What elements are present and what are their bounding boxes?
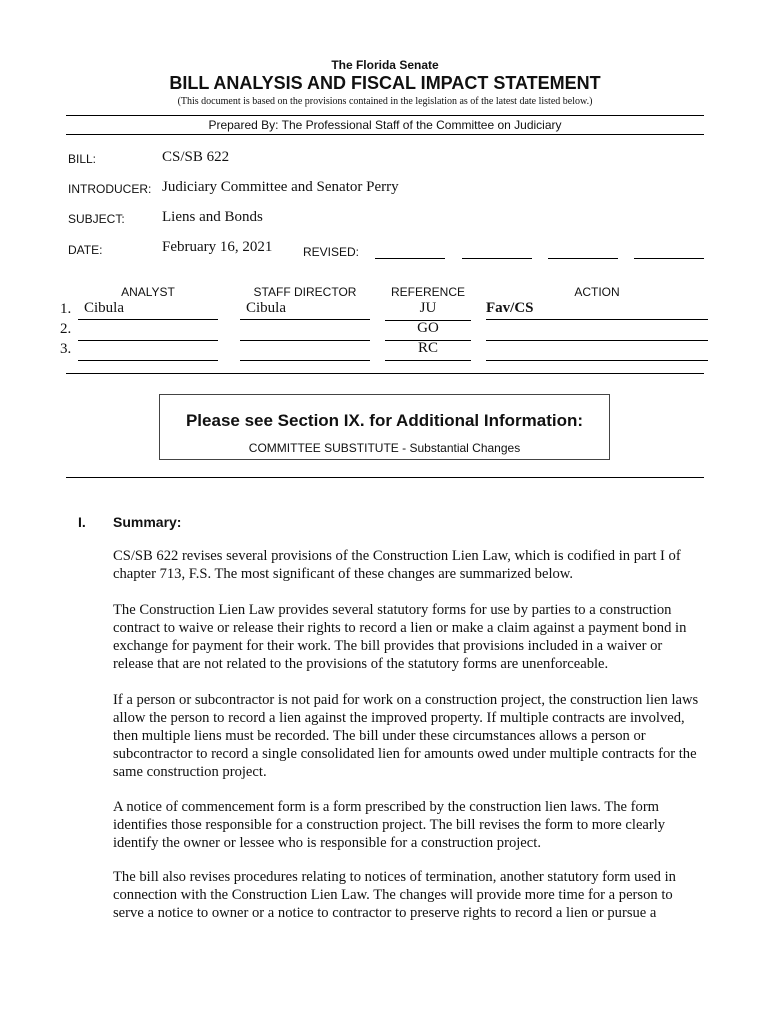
summary-paragraph: If a person or subcontractor is not paid for work on a construction project, the construction lien laws allow the person to record a lien against the improved property. If multiple contracts are involved, then multiple liens must be recorded. The bill under these circumstances allows a person or subcontractor to record a single consolidated lien for amounts owed under multiple contracts for the same construction project. bbox=[113, 692, 699, 780]
revised-blank-3 bbox=[548, 238, 618, 259]
row-3-reference: RC bbox=[385, 340, 471, 361]
row-3-action bbox=[486, 340, 708, 361]
table-row-number: 3. bbox=[60, 341, 72, 357]
row-1-analyst: Cibula bbox=[78, 300, 218, 320]
prepared-by: Prepared By: The Professional Staff of the Committee on Judiciary bbox=[208, 118, 562, 132]
org-name: The Florida Senate bbox=[331, 58, 439, 72]
col-header-analyst: ANALYST bbox=[121, 285, 175, 299]
notice-bottom-rule bbox=[66, 477, 704, 478]
revised-label: REVISED: bbox=[303, 245, 360, 259]
row-2-staff-director bbox=[240, 320, 370, 341]
table-bottom-rule bbox=[66, 373, 704, 374]
row-2-analyst bbox=[78, 320, 218, 341]
date-value: February 16, 2021 bbox=[162, 239, 273, 255]
row-1-reference: JU bbox=[385, 300, 471, 321]
col-header-staff-director: STAFF DIRECTOR bbox=[253, 285, 357, 299]
bill-value: CS/SB 622 bbox=[162, 149, 230, 165]
row-3-analyst bbox=[78, 340, 218, 361]
row-2-action bbox=[486, 320, 708, 341]
row-3-staff-director bbox=[240, 340, 370, 361]
summary-paragraph: CS/SB 622 revises several provisions of the Construction Lien Law, which is codified in part I of chapter 713, F.S. The most significant of these changes are summarized below. bbox=[113, 548, 681, 582]
row-1-staff-director: Cibula bbox=[240, 300, 370, 320]
summary-paragraph: The bill also revises procedures relating to notices of termination, another statutory form used in connection with the Construction Lien Law. The changes will provide more time for a person to serve a notice to owner or a notice to contractor to preserve rights to record a lien or pursue a bbox=[113, 869, 676, 921]
notice-title: Please see Section IX. for Additional Information: bbox=[185, 411, 584, 430]
row-2-reference: GO bbox=[385, 320, 471, 341]
header-rule-top bbox=[66, 115, 704, 116]
revised-blank-1 bbox=[375, 238, 445, 259]
notice-subtitle: COMMITTEE SUBSTITUTE - Substantial Changes bbox=[248, 441, 521, 455]
revised-blank-2 bbox=[462, 238, 532, 259]
notice-box bbox=[159, 394, 610, 460]
summary-paragraph: The Construction Lien Law provides several statutory forms for use by parties to a construction contract to waive or release their rights to record a lien or make a claim against a payment bond in exchange for payment for their work. The bill provides that provisions included in a waiver or release that are not related to the provisions of the statutory forms are unenforceable. bbox=[113, 602, 687, 672]
bill-label: BILL: bbox=[68, 152, 97, 166]
revised-blank-4 bbox=[634, 238, 704, 259]
document-note: (This document is based on the provisions contained in the legislation as of the latest date listed below.) bbox=[177, 96, 593, 107]
subject-label: SUBJECT: bbox=[68, 212, 125, 226]
header-rule-bottom bbox=[66, 134, 704, 135]
introducer-value: Judiciary Committee and Senator Perry bbox=[162, 179, 399, 195]
row-1-action: Fav/CS bbox=[486, 300, 708, 320]
document-title: BILL ANALYSIS AND FISCAL IMPACT STATEMENT bbox=[169, 73, 601, 93]
col-header-reference: REFERENCE bbox=[390, 285, 465, 299]
table-row-number: 2. bbox=[60, 321, 72, 337]
table-row-number: 1. bbox=[60, 301, 72, 317]
subject-value: Liens and Bonds bbox=[162, 209, 263, 225]
summary-paragraph: A notice of commencement form is a form prescribed by the construction lien laws. The form identifies those responsible for a construction project. The bill revises the form to more clearly identify the owner or lessee who is responsible for a construction project. bbox=[113, 799, 666, 851]
col-header-action: ACTION bbox=[574, 285, 620, 299]
section-number: I. bbox=[78, 514, 86, 530]
section-title: Summary: bbox=[113, 514, 182, 530]
date-label: DATE: bbox=[68, 243, 103, 257]
introducer-label: INTRODUCER: bbox=[68, 182, 152, 196]
